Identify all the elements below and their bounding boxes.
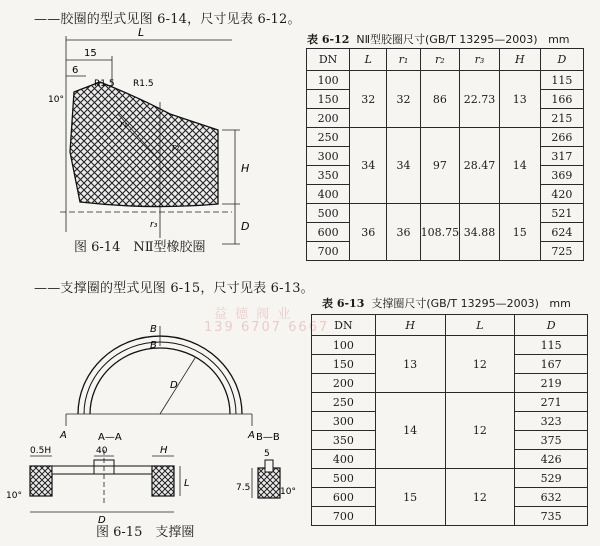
cell-dn: 200 (312, 374, 376, 393)
cell-d: 375 (515, 431, 588, 450)
section-aa-label: A—A (98, 432, 122, 443)
cell-d: 167 (515, 355, 588, 374)
cell-d: 219 (515, 374, 588, 393)
cell-dn: 700 (312, 507, 376, 526)
cell-r2: 86 (420, 71, 460, 128)
dim-15-label: 15 (84, 48, 97, 59)
table-row (312, 393, 588, 412)
dim-h-label: H (160, 445, 168, 456)
table-6-13 (311, 314, 588, 526)
cell-h: 13 (499, 71, 540, 128)
radius-b-label: R1.5 (133, 79, 154, 89)
table-row (307, 128, 584, 147)
cell-d: 735 (515, 507, 588, 526)
r2-label: r₂ (172, 143, 180, 153)
cell-dn: 600 (307, 223, 350, 242)
section-bb-label: B—B (256, 432, 280, 443)
figure-caption-6-15: 图 6-15 支撑圈 (96, 525, 195, 540)
dim-H-label: H (241, 162, 250, 175)
cell-l: 32 (350, 71, 387, 128)
cell-dn: 100 (312, 336, 376, 355)
table-unit: mm (549, 297, 571, 310)
cell-d: 369 (540, 166, 583, 185)
cell-l: 36 (350, 204, 387, 261)
diameter-label: D (170, 380, 178, 391)
cell-r3: 28.47 (460, 128, 500, 204)
radius-a-label: R1.5 (94, 79, 115, 89)
table-row (312, 469, 588, 488)
dim-75-label: 7.5 (236, 483, 251, 493)
header-d: D (515, 315, 588, 336)
cell-d: 529 (515, 469, 588, 488)
cell-h: 15 (375, 469, 445, 526)
table-name: 支撑圈尺寸(GB/T 13295—2003) (371, 297, 539, 310)
r1-label: r₁ (120, 120, 128, 130)
cell-dn: 500 (312, 469, 376, 488)
dim-L-label: L (138, 26, 145, 39)
header-dn: DN (312, 315, 376, 336)
header-h: H (499, 49, 540, 71)
table-number: 表 6-13 (322, 297, 365, 310)
header-l: L (350, 49, 387, 71)
table-6-12-title (307, 31, 570, 47)
header-r3: r₃ (460, 49, 500, 71)
cell-h: 13 (375, 336, 445, 393)
dim-d-label: D (98, 515, 106, 526)
cell-dn: 150 (312, 355, 376, 374)
dim-6-label: 6 (72, 65, 79, 76)
dim-05h-label: 0.5H (30, 446, 52, 456)
cell-d: 115 (515, 336, 588, 355)
cell-dn: 200 (307, 109, 350, 128)
cell-dn: 300 (312, 412, 376, 431)
cell-r1: 32 (387, 71, 420, 128)
watermark-line2: 139 6707 6667 (204, 320, 330, 335)
header-d: D (540, 49, 583, 71)
cell-r3: 22.73 (460, 71, 500, 128)
angle-label: 10° (48, 95, 64, 105)
section-mark-a1: A (60, 430, 67, 441)
cell-d: 317 (540, 147, 583, 166)
cell-dn: 500 (307, 204, 350, 223)
cell-d: 266 (540, 128, 583, 147)
figure-caption-6-14: 图 6-14 NⅡ型橡胶圈 (74, 240, 206, 255)
cell-h: 14 (499, 128, 540, 204)
section-heading-support-ring: ——支撑圈的型式见图 6-15，尺寸见表 6-13。 (34, 281, 314, 296)
table-name: NⅡ型胶圈尺寸(GB/T 13295—2003) (356, 33, 538, 46)
dim-40-label: 40 (96, 446, 108, 456)
cell-h: 15 (499, 204, 540, 261)
cell-d: 323 (515, 412, 588, 431)
table-row (307, 71, 584, 90)
dim-D-label: D (241, 220, 250, 233)
cell-dn: 150 (307, 90, 350, 109)
angle-1-label: 10° (6, 491, 22, 501)
cell-dn: 350 (312, 431, 376, 450)
r3-label: r₃ (150, 220, 158, 230)
cell-l: 34 (350, 128, 387, 204)
cell-r1: 36 (387, 204, 420, 261)
cell-h: 14 (375, 393, 445, 469)
table-unit: mm (548, 33, 570, 46)
header-dn: DN (307, 49, 350, 71)
header-l: L (445, 315, 515, 336)
cell-d: 624 (540, 223, 583, 242)
header-h: H (375, 315, 445, 336)
cell-d: 725 (540, 242, 583, 261)
cell-d: 521 (540, 204, 583, 223)
cell-r2: 97 (420, 128, 460, 204)
header-r1: r₁ (387, 49, 420, 71)
cell-dn: 350 (307, 166, 350, 185)
watermark-line1: 益 德 阀 业 (214, 307, 293, 322)
cell-d: 115 (540, 71, 583, 90)
table-row (307, 204, 584, 223)
cell-r2: 108.75 (420, 204, 460, 261)
table-6-13-title (322, 295, 571, 311)
section-mark-a2: A (248, 430, 255, 441)
cell-d: 166 (540, 90, 583, 109)
table-6-12 (306, 48, 584, 261)
cell-d: 420 (540, 185, 583, 204)
dim-5-label: 5 (264, 449, 270, 459)
cell-l: 12 (445, 336, 515, 393)
cell-dn: 250 (312, 393, 376, 412)
header-r2: r₂ (420, 49, 460, 71)
cell-d: 632 (515, 488, 588, 507)
dim-l-label: L (184, 478, 190, 489)
section-heading-gasket: ——胶圈的型式见图 6-14，尺寸见表 6-12。 (34, 12, 301, 27)
cell-r1: 34 (387, 128, 420, 204)
cell-dn: 700 (307, 242, 350, 261)
cell-dn: 300 (307, 147, 350, 166)
cell-dn: 400 (312, 450, 376, 469)
table-number: 表 6-12 (307, 33, 350, 46)
cell-d: 271 (515, 393, 588, 412)
cell-dn: 250 (307, 128, 350, 147)
figure-support-ring (0, 318, 300, 546)
cell-l: 12 (445, 393, 515, 469)
cell-dn: 400 (307, 185, 350, 204)
cell-l: 12 (445, 469, 515, 526)
figure-gasket-section (0, 22, 300, 262)
table-row (312, 336, 588, 355)
cell-dn: 100 (307, 71, 350, 90)
cell-d: 426 (515, 450, 588, 469)
section-mark-b2: B (150, 340, 157, 351)
cell-r3: 34.88 (460, 204, 500, 261)
angle-2-label: 10° (280, 487, 296, 497)
cell-d: 215 (540, 109, 583, 128)
section-mark-b1: B (150, 324, 157, 335)
cell-dn: 600 (312, 488, 376, 507)
